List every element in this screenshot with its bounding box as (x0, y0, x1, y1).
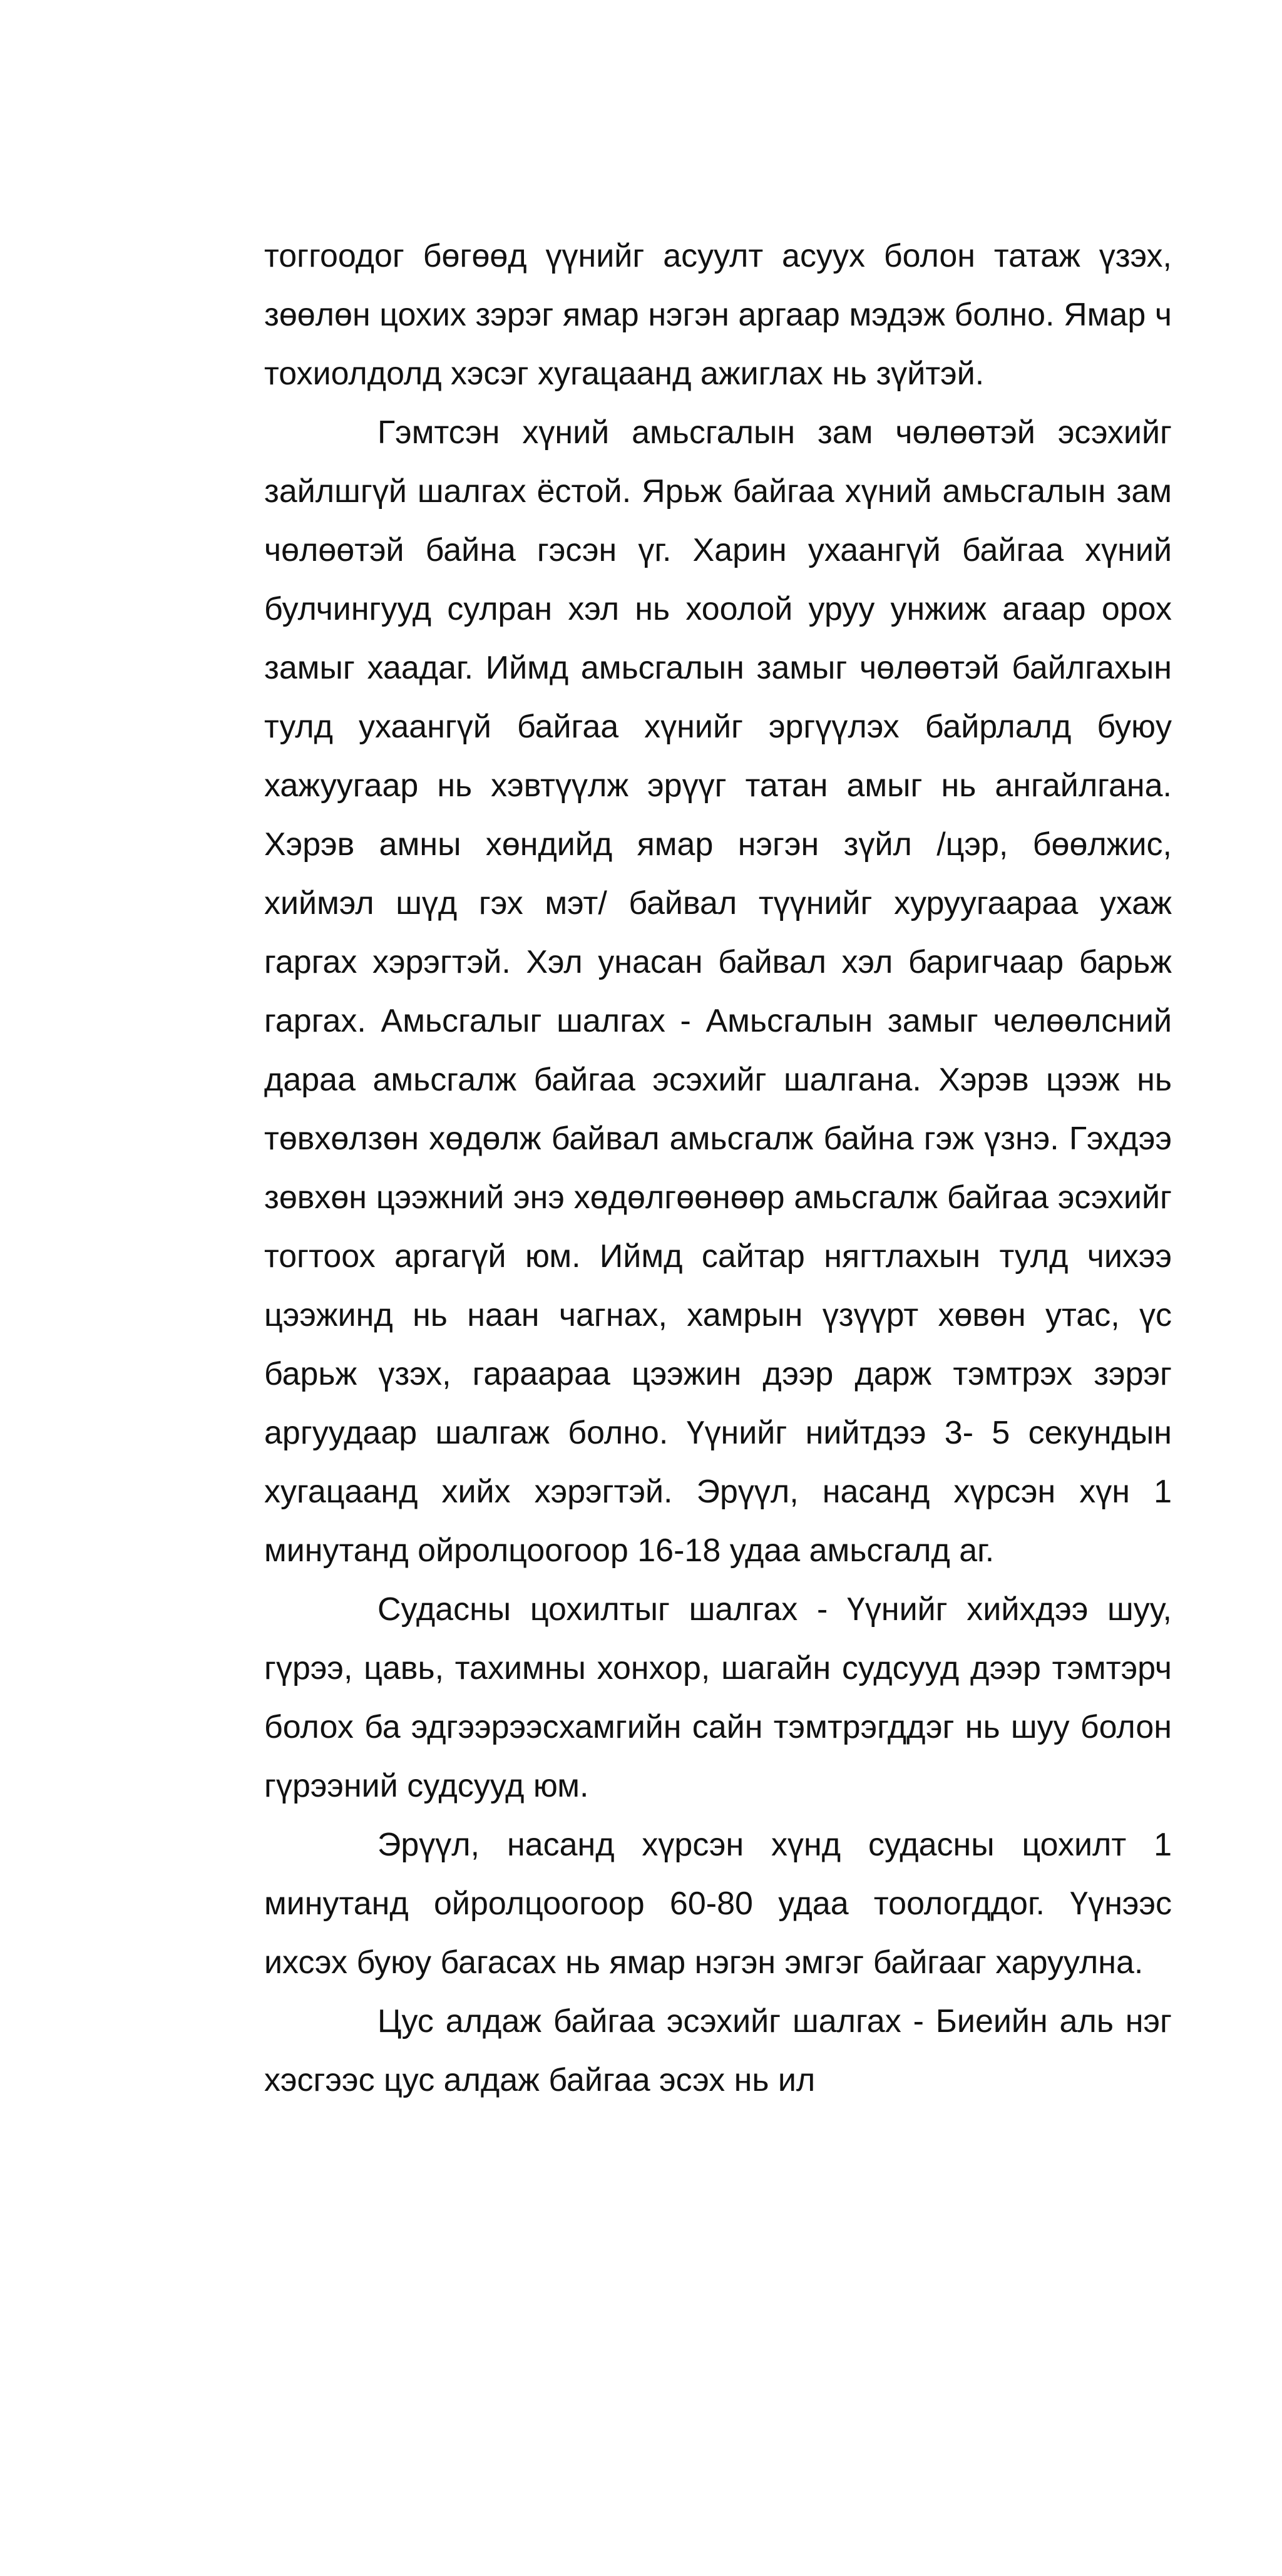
paragraph-pulse-rate: Эрүүл, насанд хүрсэн хүнд судасны цохилт 1 минутанд ойролцоогоор 60-80 удаа тоологддог. Үүнээс ихсэх буюу багасах нь ямар нэгэн эмгэг байгааг харуулна. (264, 1827, 1172, 1981)
paragraph-pulse-check: Судасны цохилтыг шалгах - Үүнийг хийхдээ шуу, гүрээ, цавь, тахимны хонхор, шагайн судсууд дээр тэмтэрч болох ба эдгээрээсхамгийн сайн тэмтрэгддэг нь шуу болон гүрээний судсууд юм. (264, 1591, 1172, 1804)
paragraph-airway-breathing: Гэмтсэн хүний амьсгалын зам чөлөөтэй эсэхийг зайлшгүй шалгах ёстой. Ярьж байгаа хүний амьсгалын зам чөлөөтэй байна гэсэн үг. Харин ухаангүй байгаа хүний булчингууд сулран хэл нь хоолой уруу унжиж агаар орох замыг хаадаг. Иймд амьсгалын замыг чөлөөтэй байлгахын тулд ухаангүй байгаа хүнийг эргүүлэх байрлалд буюу хажуугаар нь хэвтүүлж эрүүг татан амыг нь ангайлгана. Хэрэв амны хөндийд ямар нэгэн зүйл /цэр, бөөлжис, хиймэл шүд гэх мэт/ байвал түүнийг хуруугаараа ухаж гаргах хэрэгтэй. Хэл унасан байвал хэл баригчаар барьж гаргах. Амьсгалыг шалгах - Амьсгалын замыг челөөлсний дараа амьсгалж байгаа эсэхийг шалгана. Хэрэв цээж нь төвхөлзөн хөдөлж байвал амьсгалж байна гэж үзнэ. Гэхдээ зөвхөн цээжний энэ хөдөлгөөнөөр амьсгалж байгаа эсэхийг тогтоох аргагүй юм. Иймд сайтар нягтлахын тулд чихээ цээжинд нь наан чагнах, хамрын үзүүрт хөвөн утас, үс барьж үзэх, гараараа цээжин дээр дарж тэмтрэх зэрэг аргуудаар шалгаж болно. Үүнийг нийтдээ 3- 5 секундын хугацаанд хийх хэрэгтэй. Эрүүл, насанд хүрсэн хүн 1 минутанд ойролцоогоор 16-18 удаа амьсгалд аг. (264, 414, 1172, 1569)
body-text (264, 227, 1172, 2110)
paragraph-observation: тоггоодог бөгөөд үүнийг асуулт асуух болон татаж үзэх, зөөлөн цохих зэрэг ямар нэгэн аргаар мэдэж болно. Ямар ч тохиолдолд хэсэг хугацаанд ажиглах нь зүйтэй. (264, 238, 1172, 392)
paragraph-bleeding-check: Цус алдаж байгаа эсэхийг шалгах - Биеийн аль нэг хэсгээс цус алдаж байгаа эсэх нь ил (264, 2003, 1172, 2098)
